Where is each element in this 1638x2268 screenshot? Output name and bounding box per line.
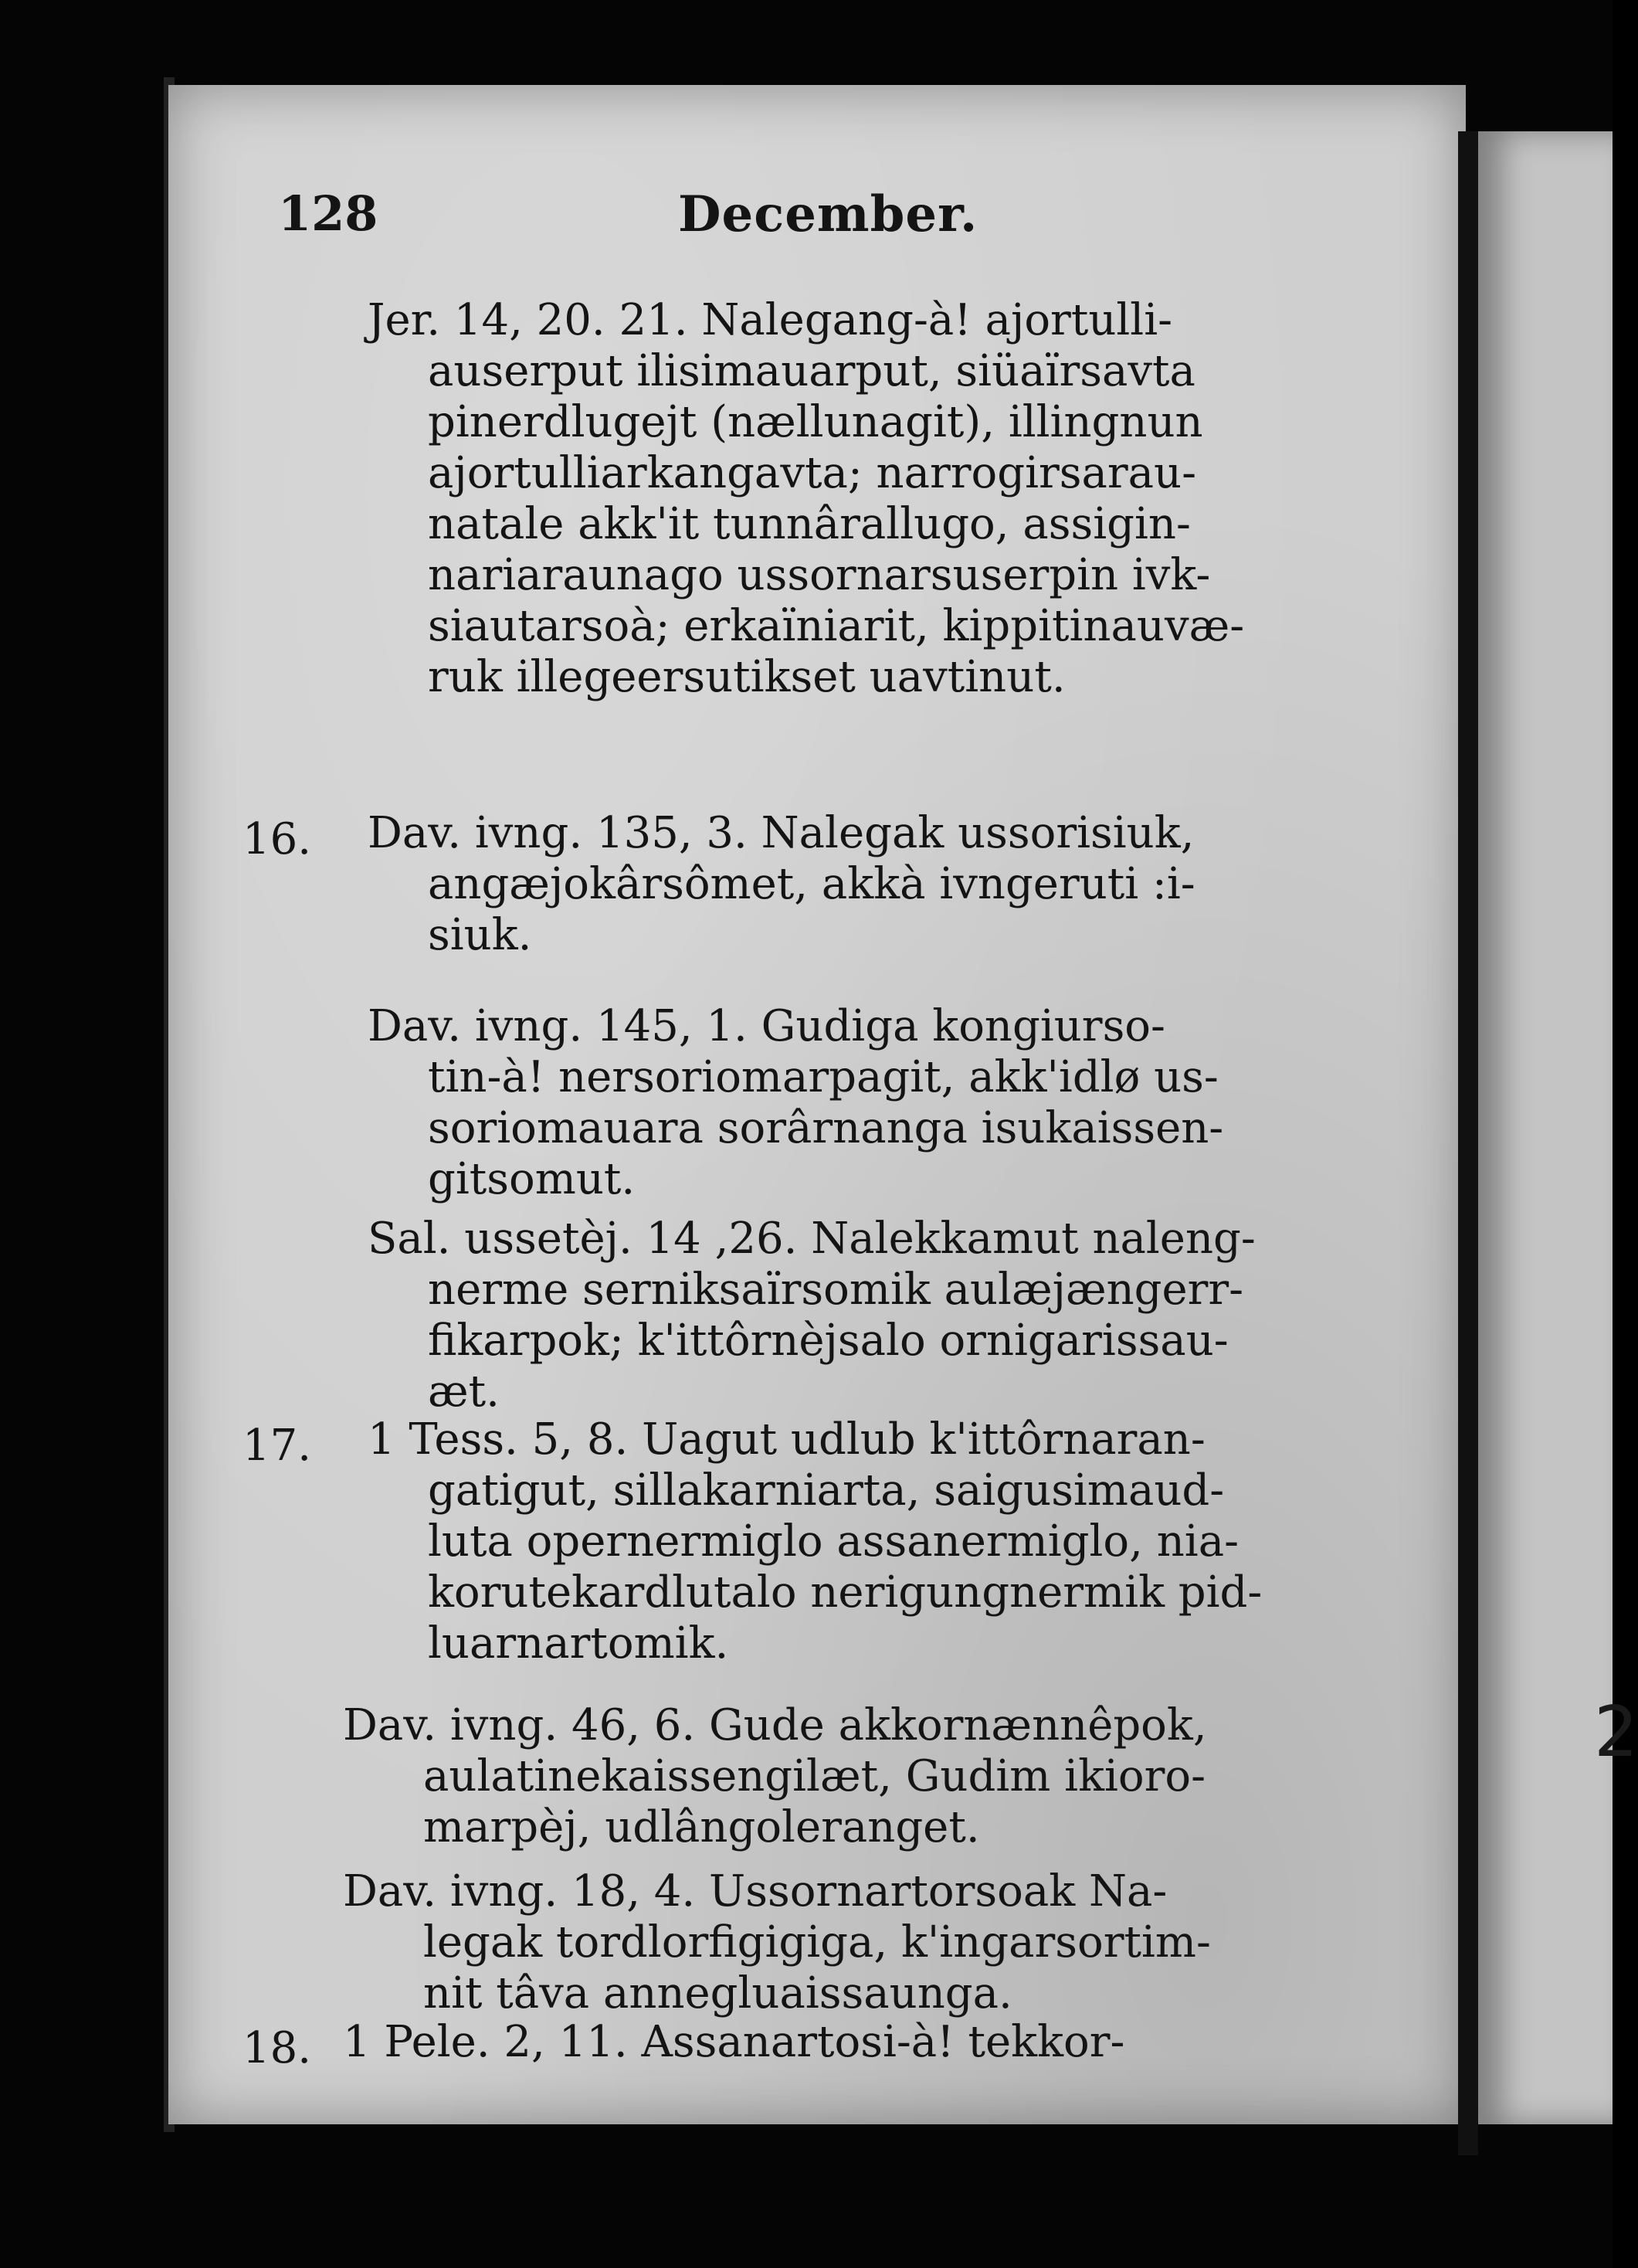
verse-line: marpèj, udlângoleranget.: [423, 1802, 980, 1852]
verse-line: gitsomut.: [428, 1154, 636, 1204]
verse-line: nerme serniksaïrsomik aulæjængerr-: [428, 1265, 1244, 1315]
facing-page-fragment: 2: [1594, 1692, 1638, 1773]
page-number: 128: [278, 185, 378, 242]
verse-line: pinerdlugejt (nællunagit), illingnun: [428, 397, 1203, 447]
entry-date: 18.: [242, 2023, 312, 2073]
running-head: December.: [678, 185, 978, 243]
entry-date: 16.: [242, 814, 312, 864]
verse-line: Dav. ivng. 145, 1. Gudiga kongiurso-: [368, 1001, 1165, 1051]
verse-line: soriomauara sorârnanga isukaissen-: [428, 1103, 1224, 1153]
verse-line: natale akk'it tunnârallugo, assigin-: [428, 499, 1191, 549]
verse-line: Dav. ivng. 135, 3. Nalegak ussorisiuk,: [368, 808, 1195, 858]
verse-line: fikarpok; k'ittôrnèjsalo ornigarissau-: [428, 1316, 1229, 1366]
verse-line: angæjokârsômet, akkà ivngeruti :i-: [428, 859, 1195, 909]
verse-line: Dav. ivng. 46, 6. Gude akkornænnêpok,: [343, 1700, 1207, 1750]
facing-page-edge: [1478, 131, 1638, 2124]
verse-line: ruk illegeersutikset uavtinut.: [428, 652, 1066, 702]
verse-line: æt.: [428, 1367, 500, 1417]
verse-line: legak tordlorfigigiga, k'ingarsortim-: [423, 1917, 1211, 1968]
verse-line: tin-à! nersoriomarpagit, akk'idlø us-: [428, 1052, 1219, 1102]
verse-line: siuk.: [428, 910, 532, 960]
verse-line: Dav. ivng. 18, 4. Ussornartorsoak Na-: [343, 1866, 1168, 1917]
verse-line: auserput ilisimauarput, siüaïrsavta: [428, 346, 1195, 396]
verse-line: nariaraunago ussornarsuserpin ivk-: [428, 550, 1211, 600]
book-gutter: [1458, 131, 1478, 2155]
verse-line: Jer. 14, 20. 21. Nalegang-à! ajortulli-: [368, 295, 1173, 345]
verse-line: luarnartomik.: [428, 1618, 729, 1669]
book-page: [168, 85, 1466, 2124]
verse-line: siautarsoà; erkaïniarit, kippitinauvæ-: [428, 601, 1245, 651]
verse-line: luta opernermiglo assanermiglo, nia-: [428, 1516, 1239, 1567]
verse-line: Sal. ussetèj. 14 ,26. Nalekkamut naleng-: [368, 1214, 1256, 1264]
entry-date: 17.: [242, 1421, 312, 1471]
verse-line: korutekardlutalo nerigungnermik pid-: [428, 1567, 1263, 1618]
verse-line: ajortulliarkangavta; narrogirsarau-: [428, 448, 1197, 498]
verse-line: gatigut, sillakarniarta, saigusimaud-: [428, 1465, 1225, 1516]
verse-line: nit tâva annegluaissaunga.: [423, 1968, 1012, 2018]
verse-line: 1 Tess. 5, 8. Uagut udlub k'ittôrnaran-: [368, 1414, 1206, 1465]
verse-line: 1 Pele. 2, 11. Assanartosi-à! tekkor-: [343, 2017, 1125, 2067]
verse-line: aulatinekaissengilæt, Gudim ikioro-: [423, 1751, 1206, 1801]
